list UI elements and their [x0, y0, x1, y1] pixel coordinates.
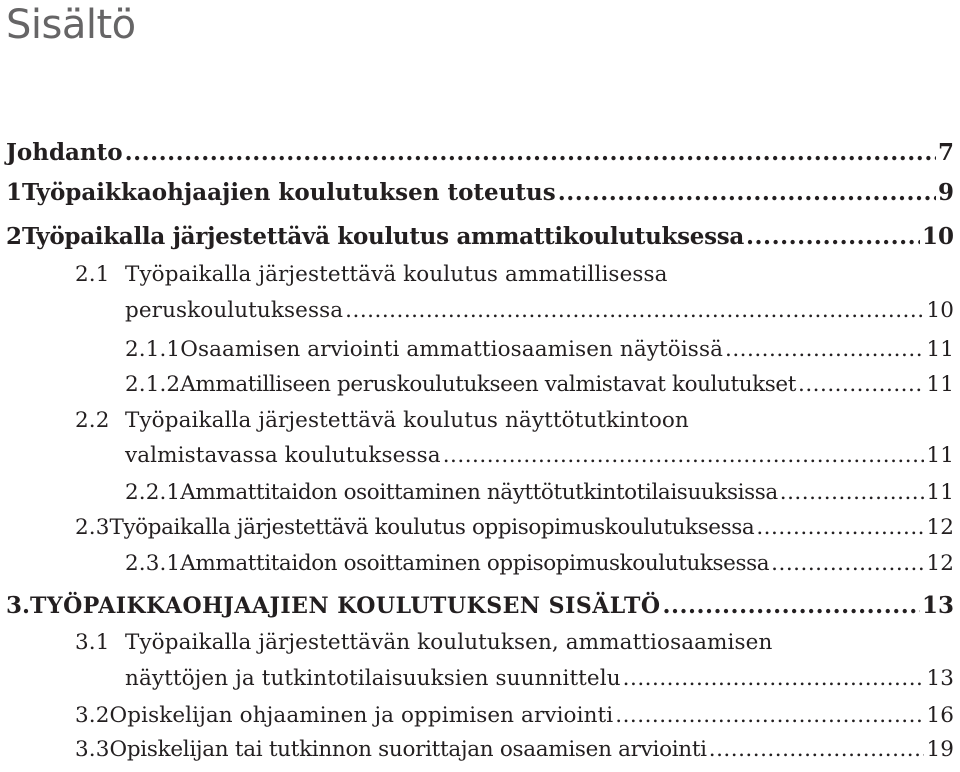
toc-entry-number: 2.2.1	[125, 480, 181, 505]
toc-entry-number: 2	[6, 223, 23, 250]
toc-entry-title: TYÖPAIKKAOHJAAJIEN KOULUTUKSEN SISÄLTÖ	[30, 593, 661, 619]
toc-entry-2-2[interactable]	[75, 408, 689, 433]
toc-entry-title: Johdanto	[6, 139, 123, 166]
toc-entry-page: 10	[926, 298, 954, 323]
leader-dots	[709, 737, 925, 762]
toc-entry-3-3[interactable]	[75, 737, 954, 762]
toc-entry-page: 9	[937, 179, 954, 206]
toc-entry-title: Osaamisen arviointi ammattiosaamisen näytöissä	[180, 337, 723, 362]
toc-entry-page: 12	[926, 551, 954, 576]
toc-entry-page: 11	[926, 480, 954, 505]
toc-entry-number: 2.3.1	[125, 551, 181, 576]
toc-entry-2-2-continued[interactable]	[125, 443, 954, 468]
leader-dots	[780, 480, 925, 505]
toc-entry-number: 3.2	[75, 703, 110, 728]
toc-entry-page: 11	[926, 337, 954, 362]
toc-entry-title-continued: valmistavassa koulutuksessa	[125, 443, 441, 468]
leader-dots	[663, 592, 920, 619]
toc-entry-number: 3.	[6, 592, 31, 619]
leader-dots	[345, 298, 924, 323]
toc-entry-chapter-3[interactable]	[6, 592, 954, 619]
toc-entry-title: Ammattitaidon osoittaminen näyttötutkintotilaisuuksissa	[180, 480, 778, 505]
toc-entry-title-continued: näyttöjen ja tutkintotilaisuuksien suunnittelu	[125, 666, 621, 691]
toc-entry-number: 2.3	[75, 515, 110, 540]
toc-entry-number: 2.2	[75, 408, 110, 433]
toc-entry-number: 1	[6, 179, 23, 206]
toc-entry-title: Ammattitaidon osoittaminen oppisopimuskoulutuksessa	[180, 551, 770, 576]
toc-entry-number: 2.1.1	[125, 337, 181, 362]
toc-entry-page: 13	[921, 592, 954, 619]
leader-dots	[615, 703, 924, 728]
toc-entry-2-1-2[interactable]	[125, 372, 954, 397]
toc-entry-title: Työpaikalla järjestettävä koulutus ammattikoulutuksessa	[22, 223, 745, 250]
toc-entry-introduction[interactable]	[6, 139, 954, 166]
toc-entry-2-1-continued[interactable]	[125, 298, 954, 323]
toc-entry-page: 11	[926, 372, 954, 397]
leader-dots	[746, 223, 920, 250]
leader-dots	[756, 515, 924, 540]
toc-entry-number: 3.3	[75, 737, 110, 762]
toc-entry-title: Työpaikalla järjestettävä koulutus näyttötutkintoon	[125, 408, 689, 433]
leader-dots	[771, 551, 924, 576]
toc-entry-number: 2.1	[75, 262, 110, 287]
toc-entry-page: 19	[926, 737, 954, 762]
toc-entry-3-1-continued[interactable]	[125, 666, 954, 691]
toc-entry-number: 3.1	[75, 630, 110, 655]
toc-entry-2-3[interactable]	[75, 515, 954, 540]
toc-entry-page: 11	[926, 443, 954, 468]
toc-entry-2-1-1[interactable]	[125, 337, 954, 362]
leader-dots	[125, 139, 936, 166]
toc-entry-page: 7	[937, 139, 954, 166]
leader-dots	[558, 179, 936, 206]
toc-entry-2-2-1[interactable]	[125, 480, 954, 505]
toc-entry-3-1[interactable]	[75, 630, 772, 655]
toc-entry-chapter-1[interactable]	[6, 179, 954, 206]
page-title: Sisältö	[6, 2, 136, 48]
toc-entry-page: 13	[926, 666, 954, 691]
toc-entry-chapter-2[interactable]	[6, 223, 954, 250]
leader-dots	[725, 337, 924, 362]
leader-dots	[798, 372, 924, 397]
toc-entry-title-continued: peruskoulutuksessa	[125, 298, 344, 323]
leader-dots	[443, 443, 925, 468]
toc-entry-title: Työpaikkaohjaajien koulutuksen toteutus	[22, 179, 556, 206]
toc-entry-title: Työpaikalla järjestettävä koulutus ammatillisessa	[125, 262, 668, 287]
toc-entry-2-1[interactable]	[75, 262, 668, 287]
toc-entry-number: 2.1.2	[125, 372, 181, 397]
toc-entry-title: Työpaikalla järjestettävä koulutus oppisopimuskoulutuksessa	[109, 515, 755, 540]
toc-entry-page: 12	[926, 515, 954, 540]
toc-entry-2-3-1[interactable]	[125, 551, 954, 576]
toc-entry-3-2[interactable]	[75, 703, 954, 728]
leader-dots	[623, 666, 925, 691]
toc-entry-title: Työpaikalla järjestettävän koulutuksen, ammattiosaamisen	[125, 630, 773, 655]
toc-entry-page: 16	[926, 703, 954, 728]
toc-entry-page: 10	[921, 223, 954, 250]
toc-entry-title: Opiskelijan ohjaaminen ja oppimisen arviointi	[109, 703, 614, 728]
toc-entry-title: Ammatilliseen peruskoulutukseen valmistavat koulutukset	[180, 372, 796, 397]
toc-entry-title: Opiskelijan tai tutkinnon suorittajan osaamisen arviointi	[109, 737, 707, 762]
